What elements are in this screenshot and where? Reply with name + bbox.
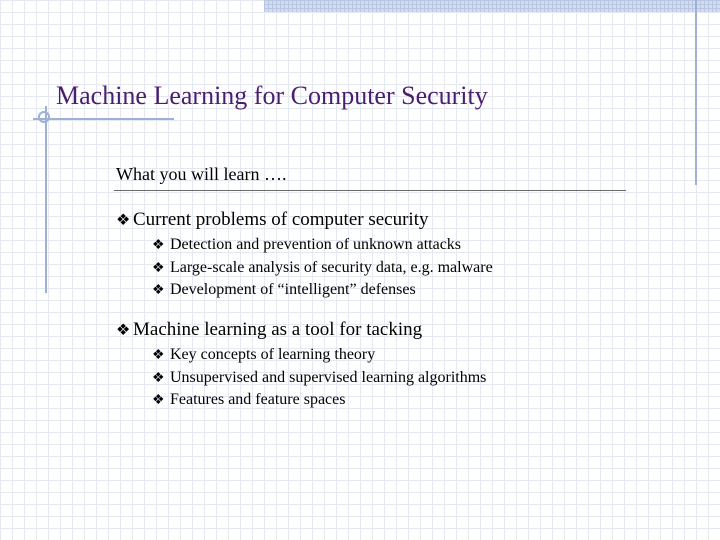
list-item-text: Features and feature spaces xyxy=(170,391,346,408)
list-item xyxy=(152,367,486,390)
diamond-bullet-icon: ❖ xyxy=(116,212,131,229)
list-item-text: Unsupervised and supervised learning algorithms xyxy=(170,368,487,386)
section-heading xyxy=(116,208,493,233)
section-machine-learning xyxy=(116,318,486,412)
list-item-text: Key concepts of learning theory xyxy=(170,346,376,363)
list-item xyxy=(152,257,493,280)
section-heading xyxy=(116,318,486,343)
slide-title: Machine Learning for Computer Security xyxy=(56,81,488,110)
diamond-bullet-icon: ❖ xyxy=(152,238,165,253)
list-item-text: Large-scale analysis of security data, e.g. malware xyxy=(170,258,493,276)
bullet-list xyxy=(152,234,493,302)
diamond-bullet-icon: ❖ xyxy=(152,370,165,386)
list-item xyxy=(152,279,493,302)
bullet-list xyxy=(152,344,486,412)
right-decoration-line xyxy=(695,0,697,185)
section-current-problems xyxy=(116,208,493,302)
subtitle-divider xyxy=(114,190,626,191)
left-decoration-line xyxy=(45,106,47,293)
diamond-bullet-icon: ❖ xyxy=(152,283,165,298)
list-item xyxy=(152,234,493,257)
list-item xyxy=(152,389,486,412)
header-decoration-band xyxy=(264,0,720,12)
list-item xyxy=(152,344,486,367)
diamond-bullet-icon: ❖ xyxy=(152,260,165,276)
section-heading-text: Current problems of computer security xyxy=(133,209,429,230)
diamond-bullet-icon: ❖ xyxy=(116,322,131,339)
diamond-bullet-icon: ❖ xyxy=(152,393,165,408)
title-underline-decoration xyxy=(33,118,174,120)
diamond-bullet-icon: ❖ xyxy=(152,348,165,363)
corner-circle-decoration xyxy=(38,111,50,123)
section-heading-text: Machine learning as a tool for tacking xyxy=(133,319,423,340)
list-item-text: Development of “intelligent” defenses xyxy=(170,281,416,298)
slide-subtitle: What you will learn …. xyxy=(116,164,287,184)
list-item-text: Detection and prevention of unknown attacks xyxy=(170,236,462,253)
